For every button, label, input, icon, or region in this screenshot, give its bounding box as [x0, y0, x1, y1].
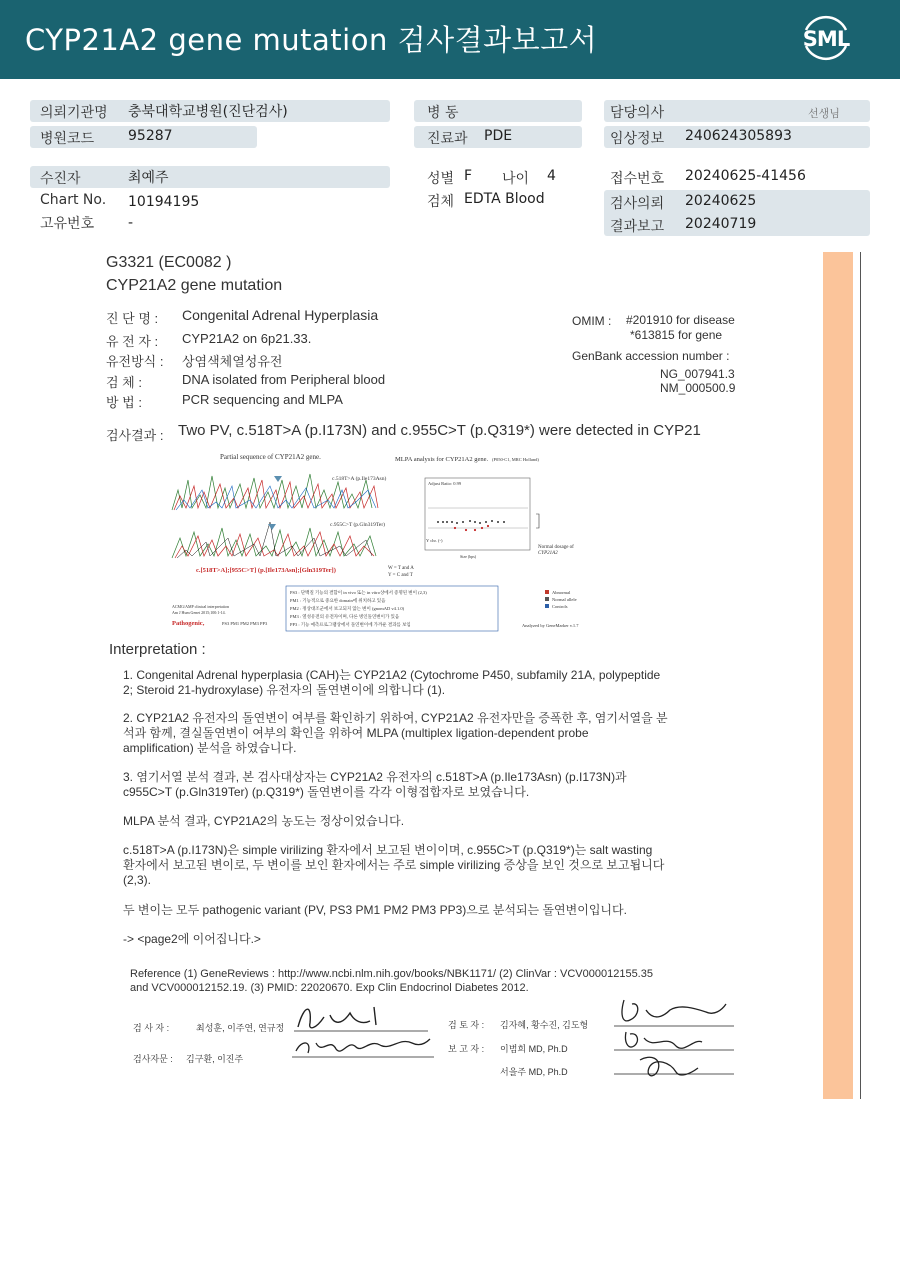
- interp-line-8: MLPA 분석 결과, CYP21A2의 농도는 정상이었습니다.: [123, 814, 405, 828]
- interp-line-4: 석과 함께, 결실돌연변이 여부의 확인을 위하여 MLPA (multiplex ligation-dependent probe: [123, 726, 589, 740]
- reviewer-signatures: [610, 990, 740, 1085]
- chart-label: Chart No.: [40, 192, 107, 208]
- specimen-doc-value: DNA isolated from Peripheral blood: [182, 372, 386, 387]
- code-label: 병원코드: [40, 131, 95, 147]
- chart-value: 10194195: [128, 194, 200, 210]
- acmg-line-2: Am J Hum Genet 2015;100:1-14.: [172, 610, 226, 615]
- method-value: PCR sequencing and MLPA: [182, 392, 343, 407]
- interp-line-10: 환자에서 보고된 변이로, 두 변이를 보인 환자에서는 주로 simple virilizing 증상을 보인 것으로 보고됩니다: [123, 858, 665, 872]
- wy-legend: W = T and A: [388, 566, 414, 571]
- interp-line-5: amplification) 분석을 하였습니다.: [123, 741, 297, 755]
- criteria-pm2: PM2 : 정상대조군에서 보고되지 않는 변이 (gnomAD v4.1.0): [290, 606, 405, 611]
- legend-controls-swatch: [545, 604, 549, 608]
- mlpa-plot: [425, 478, 574, 559]
- report-label: 결과보고: [610, 219, 665, 235]
- chromatogram-1: [172, 474, 386, 510]
- ychr-label: Y chr. (-): [426, 538, 443, 543]
- uid-value: -: [128, 215, 134, 231]
- omim-gene: *613815 for gene: [630, 328, 723, 342]
- sex-value: F: [464, 168, 473, 184]
- request-label: 검사의뢰: [610, 196, 665, 212]
- reporter-label: 보 고 자 :: [448, 1044, 485, 1054]
- yc-legend: Y = C and T: [388, 573, 413, 578]
- criteria-pm3: PM3 : 열성유전의 유전자이며, 다른 병인돌연변이가 있음: [290, 614, 400, 619]
- request-value: 20240625: [685, 193, 757, 209]
- interp-line-12: 두 변이는 모두 pathogenic variant (PV, PS3 PM1 PM2 PM3 PP3)으로 분석되는 돌연변이입니다.: [123, 903, 627, 917]
- hospital-value: 충북대학교병원(진단검사): [128, 104, 288, 120]
- clinical-value: 240624305893: [685, 128, 792, 144]
- variant-arrow-1-icon: [274, 476, 282, 482]
- diag-label: 진 단 명 :: [106, 311, 159, 326]
- receipt-label: 접수번호: [610, 171, 665, 187]
- omim-label: OMIM :: [572, 314, 612, 328]
- criteria-ps3: PS3 : 단백질 기능의 결함이 in vivo 또는 in vitro상에서 증명된 변이 (2,3): [290, 590, 427, 595]
- genbank-ng: NG_007941.3: [660, 367, 735, 381]
- analyzed-by: Analyzed by GeneMarker v.1.7: [522, 623, 579, 628]
- patient-label: 수진자: [40, 171, 81, 187]
- legend-controls: Controls: [552, 604, 568, 609]
- code-value: 95287: [128, 128, 173, 144]
- diag-value: Congenital Adrenal Hyperplasia: [182, 307, 379, 323]
- variant-arrow-2-icon: [268, 524, 276, 530]
- logo-text: SML: [802, 27, 850, 51]
- result-value: Two PV, c.518T>A (p.I173N) and c.955C>T (p.Q319*) were detected in CYP21: [178, 422, 701, 439]
- interp-line-13: -> <page2에 이어집니다.>: [123, 932, 261, 946]
- variant-1-label: c.518T>A (p.Ile173Asn): [332, 476, 387, 482]
- age-label: 나이: [502, 171, 530, 187]
- variant-2-label: c.955C>T (p.Gln319Ter): [330, 522, 386, 528]
- legend-normal: Normal allele: [552, 597, 577, 602]
- gene-label: 유 전 자 :: [106, 334, 159, 349]
- ward-label: 병 동: [427, 105, 459, 121]
- reference-line-1: Reference (1) GeneReviews : http://www.ncbi.nlm.nih.gov/books/NBK1171/ (2) ClinVar : VCV000012155.35: [130, 968, 653, 980]
- seq-title: Partial sequence of CYP21A2 gene.: [220, 453, 321, 461]
- interpretation-title: Interpretation :: [109, 641, 206, 658]
- margin-line: [860, 252, 861, 1099]
- patient-value: 최예주: [128, 170, 169, 186]
- genbank-label: GenBank accession number :: [572, 349, 730, 363]
- interp-line-9: c.518T>A (p.I173N)은 simple virilizing 환자에서 보고된 변이이며, c.955C>T (p.Q319*)는 salt wasting: [123, 843, 653, 857]
- chromatogram-2: [172, 521, 385, 558]
- mlpa-title: MLPA analysis for CYP21A2 gene.: [395, 456, 489, 463]
- interp-line-7: c955C>T (p.Gln319Ter) (p.Q319*) 돌연변이를 각각 이형접합자로 보였습니다.: [123, 785, 530, 799]
- genbank-nm: NM_000500.9: [660, 381, 736, 395]
- hospital-label: 의뢰기관명: [40, 105, 108, 121]
- patient-row-bg: [30, 166, 390, 188]
- tester-label: 검 사 자 :: [133, 1023, 170, 1033]
- legend-abnormal-swatch: [545, 590, 549, 594]
- test-code: G3321 (EC0082 ): [106, 254, 232, 271]
- test-name: CYP21A2 gene mutation: [106, 277, 283, 294]
- reviewer-label: 검 토 자 :: [448, 1020, 485, 1030]
- dept-label: 진료과: [427, 131, 468, 147]
- normal-dosage-gene: CYP21A2: [538, 551, 558, 556]
- specimen-label: 검체: [427, 194, 455, 210]
- doctor-label: 담당의사: [610, 105, 665, 121]
- page-title: CYP21A2 gene mutation 검사결과보고서: [25, 23, 598, 57]
- mode-value: 상염색체열성유전: [182, 354, 283, 369]
- pathogenic-label: Pathogenic,: [172, 620, 205, 627]
- interp-line-11: (2,3).: [123, 873, 152, 887]
- gene-value: CYP21A2 on 6p21.33.: [182, 331, 312, 346]
- legend-abnormal: Abnormal: [552, 590, 571, 595]
- reporter-1: 이범희 MD, Ph.D: [500, 1044, 568, 1054]
- omim-disease: #201910 for disease: [626, 313, 735, 327]
- interp-line-1: 1. Congenital Adrenal hyperplasia (CAH)는 CYP21A2 (Cytochrome P450, subfamily 21A, polypeptide: [123, 668, 661, 682]
- dept-value: PDE: [484, 128, 513, 144]
- mode-label: 유전방식 :: [106, 354, 164, 369]
- adjust-ratio: Adjust Ratio: 0.99: [428, 481, 462, 486]
- reviewer-names: 김자혜, 황수진, 김도형: [500, 1020, 589, 1030]
- legend-normal-swatch: [545, 597, 549, 601]
- header-bar: [0, 0, 900, 79]
- result-figure: [170, 450, 600, 635]
- interp-line-6: 3. 염기서열 분석 결과, 본 검사대상자는 CYP21A2 유전자의 c.518T>A (p.Ile173Asn) (p.I173N)과: [123, 770, 627, 784]
- size-axis-label: Size (bps): [460, 554, 477, 559]
- reporter-2: 서을주 MD, Ph.D: [500, 1067, 568, 1077]
- acmg-line-1: ACMG/AMP clinical interpretation: [172, 604, 229, 609]
- tester-names: 최성훈, 이주연, 연규정: [196, 1023, 285, 1033]
- margin-stripe: [823, 252, 853, 1099]
- advisor-names: 김구환, 이진주: [186, 1054, 244, 1064]
- criteria-pm1: PM1 : 기능적으로 중요한 domain에 위치하고 있음: [290, 598, 386, 603]
- interp-line-3: 2. CYP21A2 유전자의 돌연변이 여부를 확인하기 위하여, CYP21A2 유전자만을 증폭한 후, 염기서열을 분: [123, 711, 668, 725]
- interp-line-2: 2; Steroid 21-hydroxylase) 유전자의 돌연변이에 의합니다 (1).: [123, 683, 446, 697]
- reference-line-2: and VCV000012152.19. (3) PMID: 22020670. Exp Clin Endocrinol Diabetes 2012.: [130, 982, 529, 994]
- method-label: 방 법 :: [106, 395, 142, 410]
- mlpa-note: (P050-C1, MRC Holland): [492, 457, 539, 462]
- sml-logo: [800, 12, 852, 64]
- specimen-doc-label: 검 체 :: [106, 375, 142, 390]
- specimen-value: EDTA Blood: [464, 191, 545, 207]
- receipt-value: 20240625-41456: [685, 168, 806, 184]
- criteria-pp3: PP3 : 기능 예측프로그램상에서 돌연변이에 가까운 결과를 보임: [290, 622, 411, 627]
- sex-label: 성별: [427, 171, 455, 187]
- advisor-label: 검사자문 :: [133, 1054, 173, 1064]
- age-value: 4: [547, 168, 556, 184]
- result-label: 검사결과 :: [106, 428, 164, 443]
- normal-dosage-label: Normal dosage of: [538, 545, 574, 550]
- genotype-label: c.[518T>A];[955C>T] (p.[Ile173Asn];[Gln319Ter]): [196, 567, 336, 574]
- pathogenic-codes: PS3 PM1 PM2 PM3 PP3: [222, 621, 268, 626]
- uid-label: 고유번호: [40, 216, 95, 232]
- report-value: 20240719: [685, 216, 757, 232]
- clinical-label: 임상정보: [610, 131, 665, 147]
- tester-signatures: [290, 995, 440, 1065]
- doctor-suffix: 선생님: [808, 107, 840, 120]
